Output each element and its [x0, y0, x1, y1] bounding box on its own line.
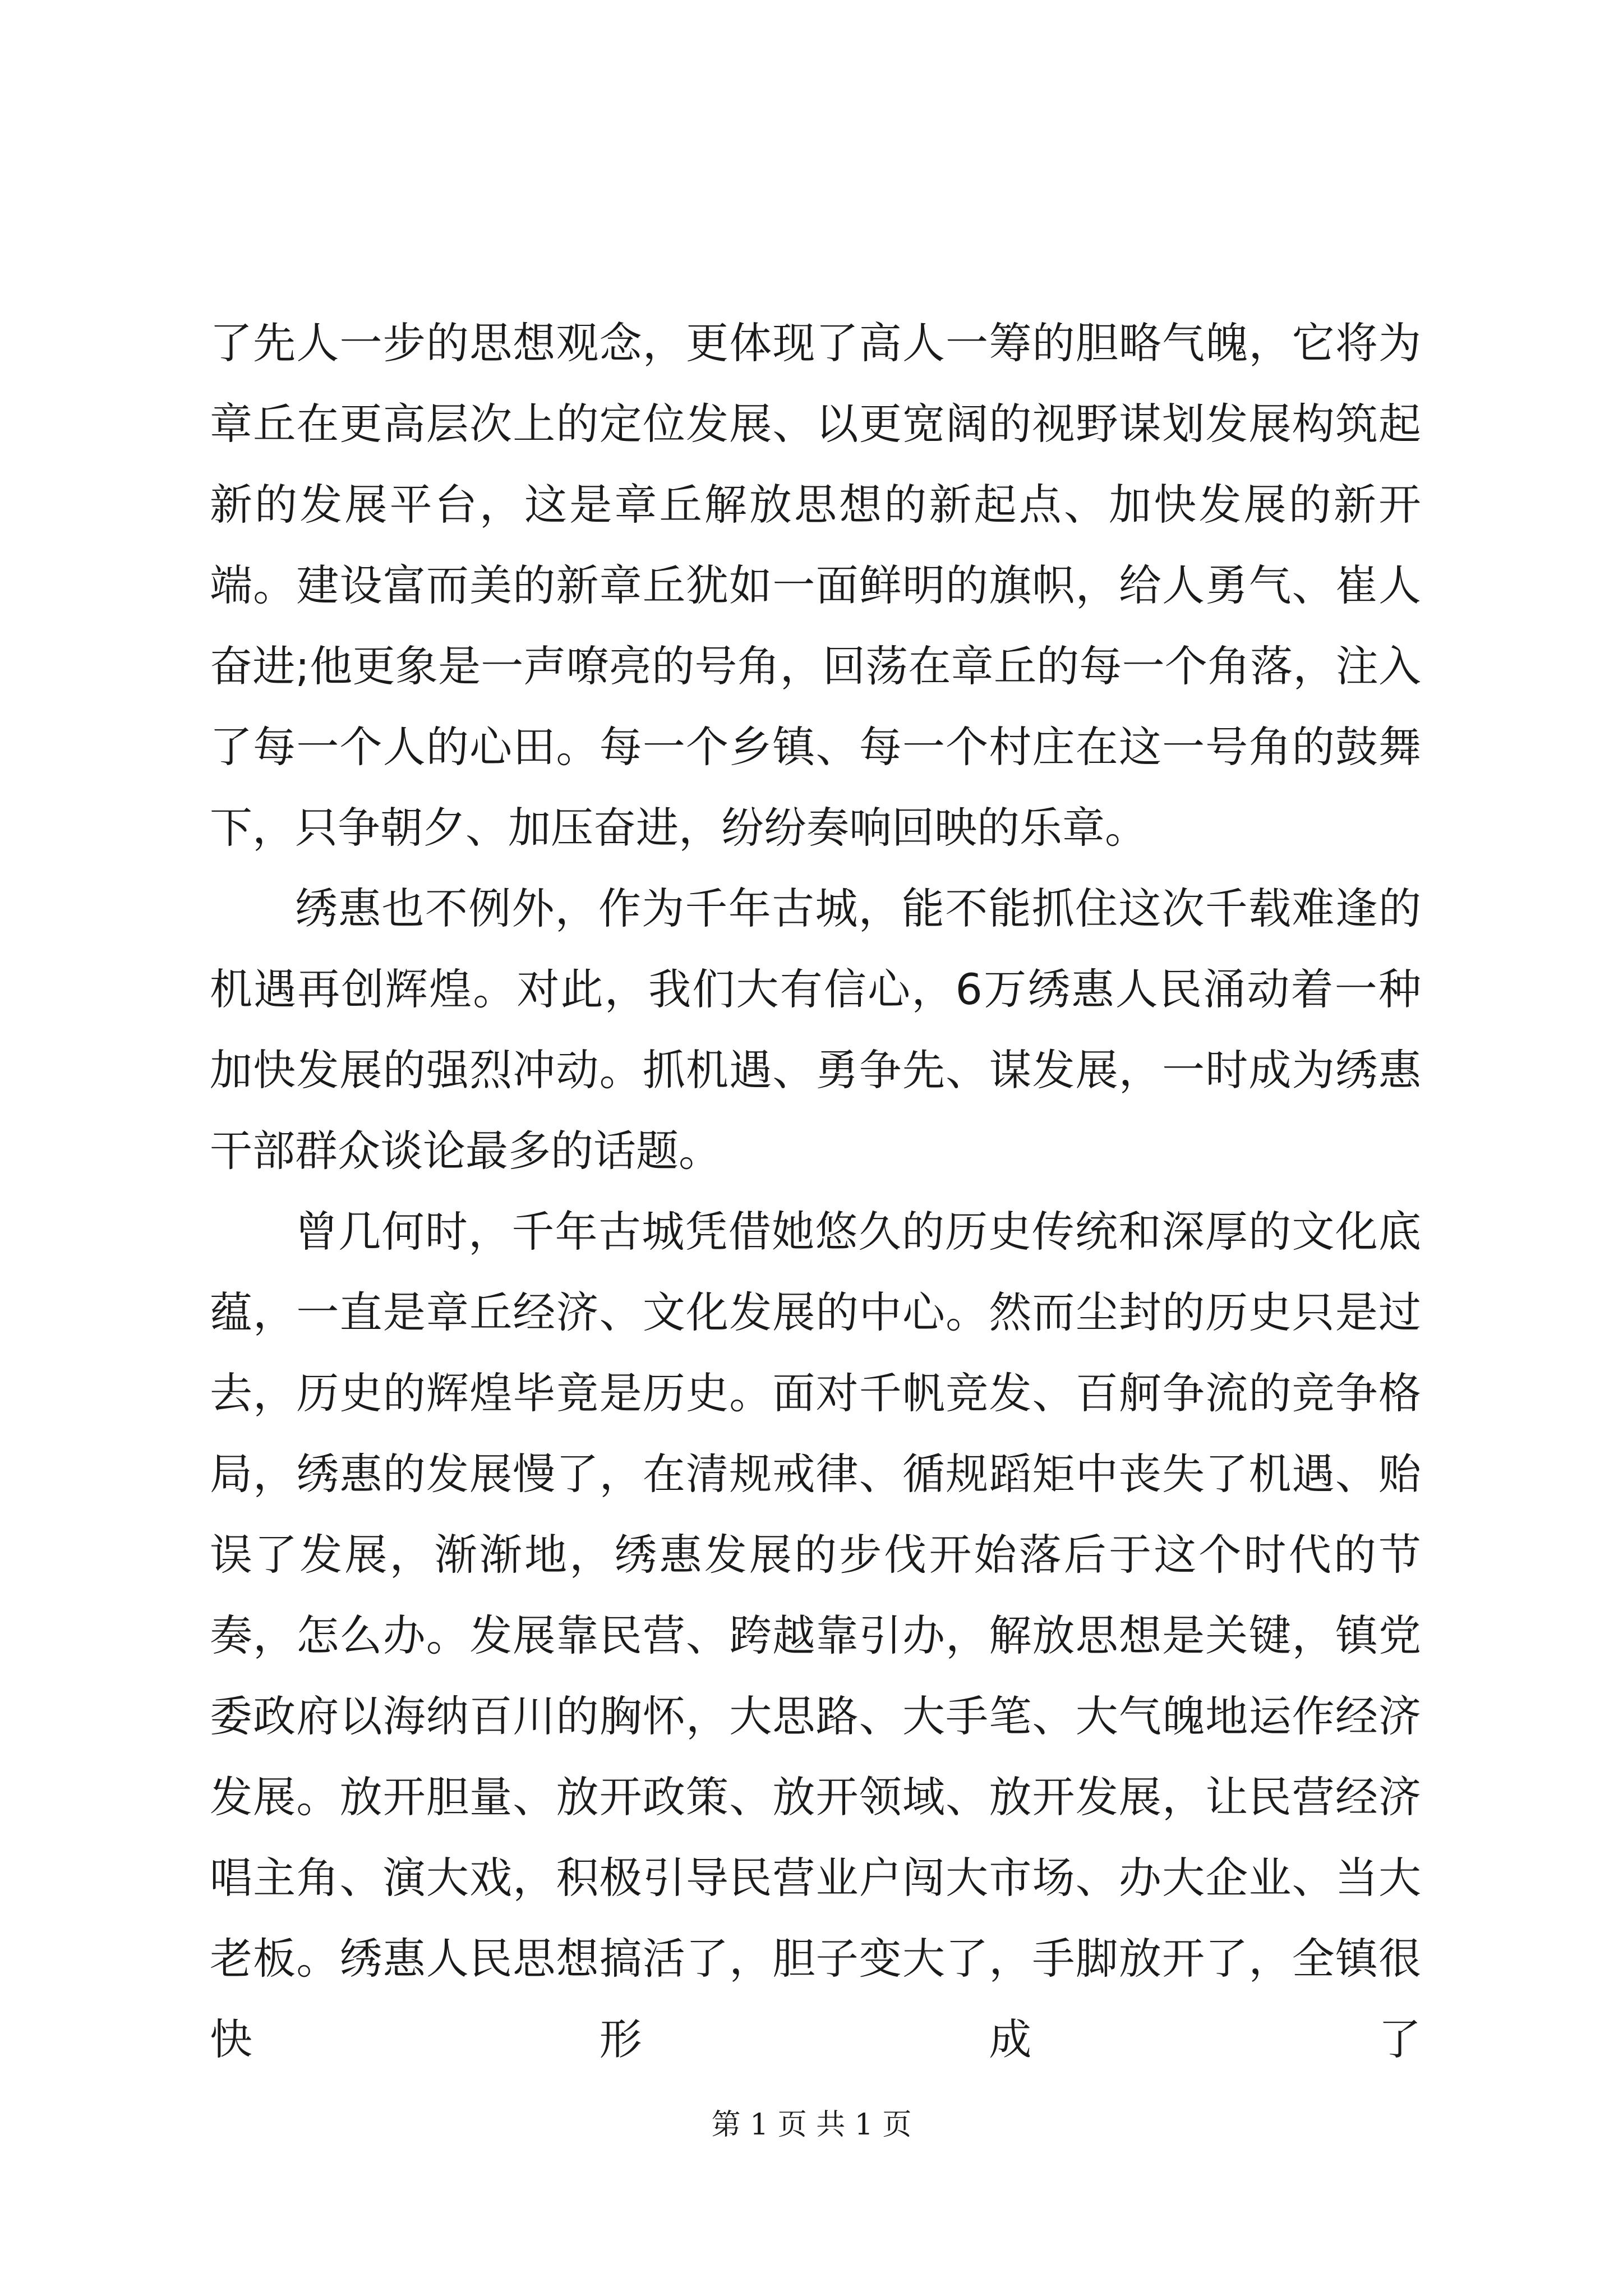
paragraph-2: 绣惠也不例外，作为千年古城，能不能抓住这次千载难逢的机遇再创辉煌。对此，我们大有信心，6万绣惠人民涌动着一种加快发展的强烈冲动。抓机遇、勇争先、谋发展，一时成为绣惠干部群众谈论最多的话题。 — [210, 884, 1421, 1176]
page-footer: 第 1 页 共 1 页 — [711, 2108, 912, 2142]
paragraph-3: 曾几何时，千年古城凭借她悠久的历史传统和深厚的文化底蕴，一直是章丘经济、文化发展的中心。然而尘封的历史只是过去，历史的辉煌毕竟是历史。面对千帆竞发、百舸争流的竞争格局，绣惠的发展慢了，在清规戒律、循规蹈矩中丧失了机遇、贻误了发展，渐渐地，绣惠发展的步伐开始落后于这个时代的节奏，怎么办。发展靠民营、跨越靠引办，解放思想是关键，镇党委政府以海纳百川的胸怀，大思路、大手笔、大气魄地运作经济发展。放开胆量、放开政策、放开领域、放开发展，让民营经济唱主角、演大戏，积极引导民营业户闯大市场、办大企业、当大老板。绣惠人民思想搞活了，胆子变大了，手脚放开了，全镇很快形成了 — [210, 1207, 1421, 2064]
paragraph-1: 了先人一步的思想观念，更体现了高人一筹的胆略气魄，它将为章丘在更高层次上的定位发展、以更宽阔的视野谋划发展构筑起新的发展平台，这是章丘解放思想的新起点、加快发展的新开端。建设富而美的新章丘犹如一面鲜明的旗帜，给人勇气、崔人奋进;他更象是一声嘹亮的号角，回荡在章丘的每一个角落，注入了每一个人的心田。每一个乡镇、每一个村庄在这一号角的鼓舞下，只争朝夕、加压奋进，纷纷奏响回映的乐章。 — [210, 318, 1421, 853]
document-body — [210, 303, 1421, 2080]
